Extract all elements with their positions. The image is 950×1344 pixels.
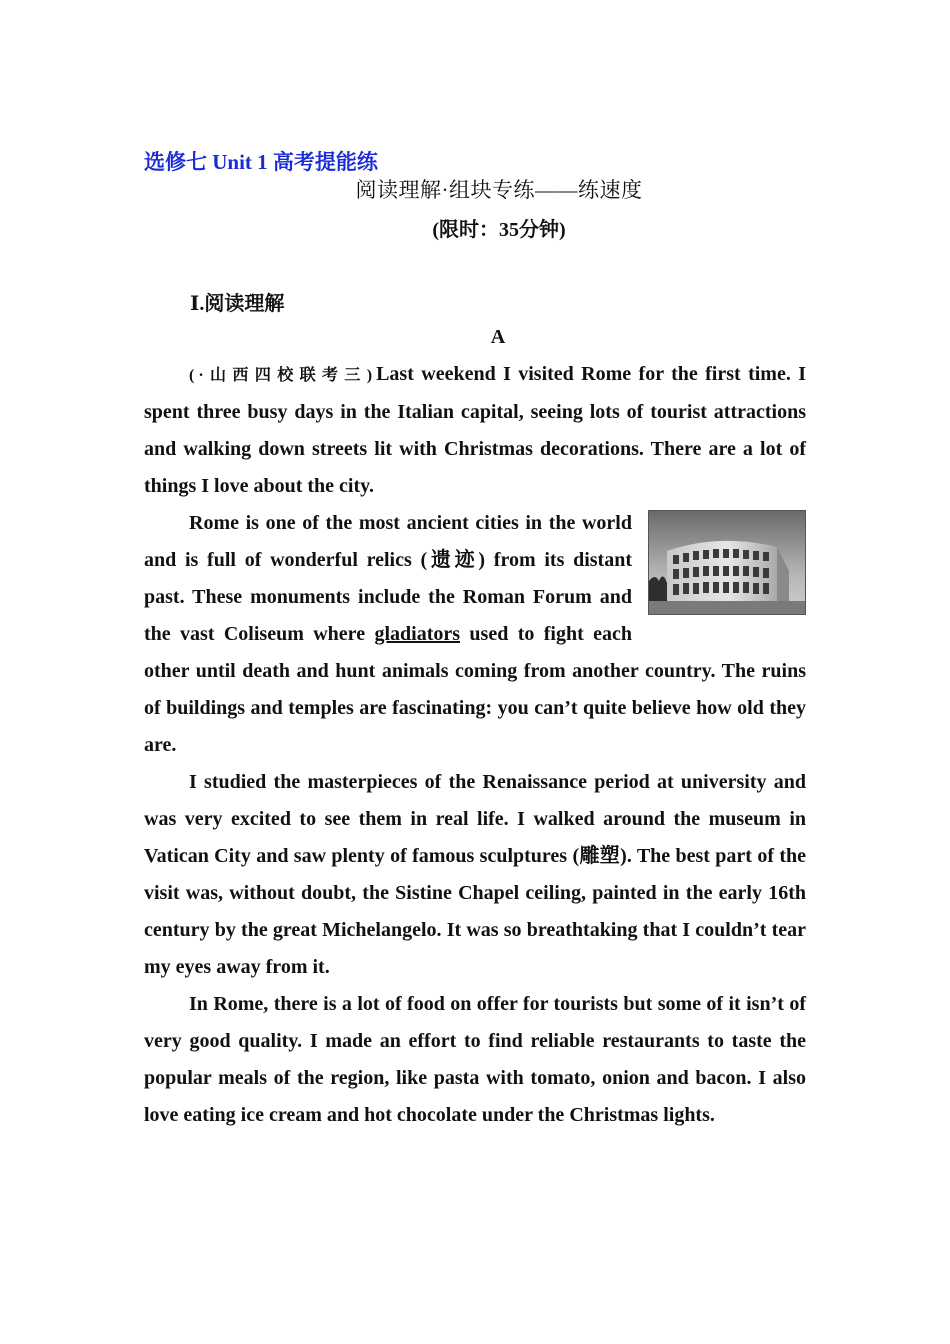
coliseum-photo xyxy=(648,510,806,615)
paragraph-3: I studied the masterpieces of the Renaissance period at university and was very excited to see them in real life. I walked around the museum in Vatican City and saw plenty of famous sculptures (雕塑). The best part of the visit was, without doubt, the Sistine Chapel ceiling, painted in the early 16th century by the great Michelangelo. It was so breathtaking that I couldn’t tear my eyes away from it. xyxy=(144,771,806,978)
paragraph-2-text-a: Rome is one of the most ancient cities in the world and is full of wonderful relics (遗迹) from its distant past. These monuments include the Roman Forum and the vast Coliseum where xyxy=(144,512,632,645)
paragraph-2-text-b: used to fight each other until death and hunt animals coming from another country. The ruins of buildings and temples are fascinating: you can’t quite believe how old they are. xyxy=(144,623,806,756)
passage-source: (·山西四校联考三) xyxy=(189,367,377,384)
paragraph-2 xyxy=(144,505,806,764)
time-limit: (限时：35分钟) xyxy=(432,219,566,241)
main-title: 阅读理解·组块专练——练速度 xyxy=(355,178,643,202)
section-heading: Ⅰ.阅读理解 xyxy=(190,293,285,315)
passage-letter: A xyxy=(490,326,506,348)
unit-title: 选修七 Unit 1 高考提能练 xyxy=(144,150,378,174)
paragraph-1-text: Last weekend I visited Rome for the first time. I spent three busy days in the Italian capital, seeing lots of tourist attractions and walking down streets lit with Christmas decorations. There are a lot of things I love about the city. xyxy=(144,363,806,497)
passage-body xyxy=(144,356,806,1134)
paragraph-1 xyxy=(144,356,806,505)
underlined-word: gladiators xyxy=(374,623,461,645)
paragraph-4: In Rome, there is a lot of food on offer for tourists but some of it isn’t of very good quality. I made an effort to find reliable restaurants to taste the popular meals of the region, like pasta with tomato, onion and bacon. I also love eating ice cream and hot chocolate under the Christmas lights. xyxy=(144,993,806,1126)
